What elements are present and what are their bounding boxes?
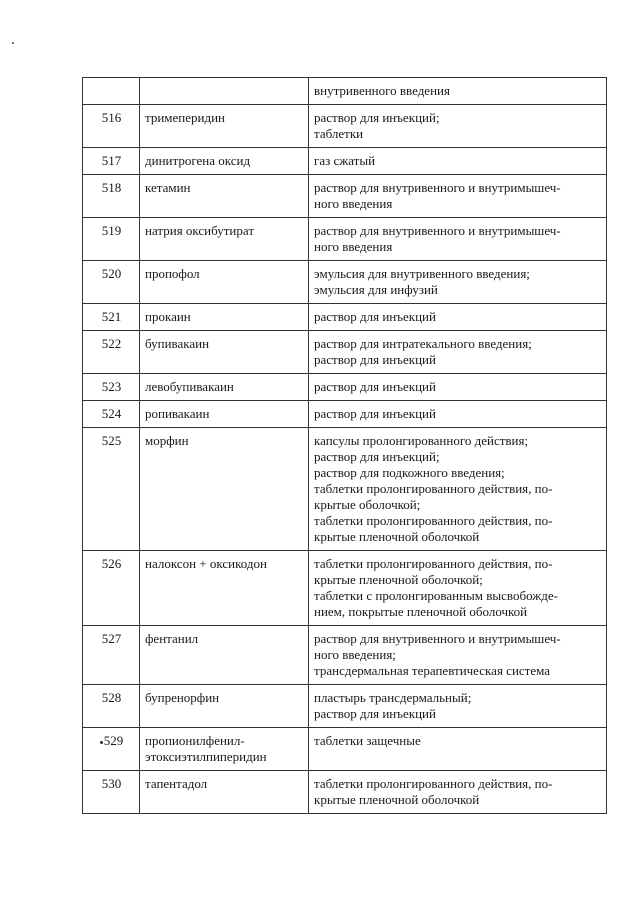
dosage-form-line: крытые оболочкой;	[314, 497, 421, 512]
table-row	[83, 685, 607, 728]
drug-name	[140, 728, 309, 771]
row-number	[83, 401, 140, 428]
drug-name-line: тримеперидин	[145, 110, 226, 125]
table-row	[83, 551, 607, 626]
row-number-text: 526	[101, 556, 122, 571]
row-number-text: 529	[103, 733, 124, 748]
dosage-form-line: таблетки пролонгированного действия, по-	[314, 513, 553, 528]
row-number	[83, 261, 140, 304]
dosage-form-line: трансдермальная терапевтическая система	[314, 663, 551, 678]
row-number-text: 525	[101, 433, 122, 448]
dosage-form	[309, 626, 607, 685]
dosage-form	[309, 175, 607, 218]
row-number-text: 518	[101, 180, 122, 195]
table-row	[83, 771, 607, 814]
dosage-form	[309, 685, 607, 728]
drug-name	[140, 551, 309, 626]
dosage-form	[309, 771, 607, 814]
drug-name	[140, 218, 309, 261]
dosage-form-line: нием, покрытые пленочной оболочкой	[314, 604, 528, 619]
row-number	[83, 771, 140, 814]
row-number	[83, 304, 140, 331]
table-row	[83, 78, 607, 105]
drug-name	[140, 175, 309, 218]
drug-name-line: налоксон + оксикодон	[145, 556, 267, 571]
dosage-form-line: крытые пленочной оболочкой;	[314, 572, 483, 587]
dosage-form-line: таблетки пролонгированного действия, по-	[314, 556, 553, 571]
row-number-text: 517	[101, 153, 122, 168]
row-number-text: 516	[101, 110, 122, 125]
scan-mark	[100, 741, 103, 744]
drug-name	[140, 428, 309, 551]
dosage-form	[309, 401, 607, 428]
row-number	[83, 728, 140, 771]
drug-name	[140, 626, 309, 685]
dosage-form-line: таблетки пролонгированного действия, по-	[314, 776, 553, 791]
drug-name-line: кетамин	[145, 180, 191, 195]
dosage-form-line: крытые пленочной оболочкой	[314, 792, 480, 807]
row-number-text: 519	[101, 223, 122, 238]
scan-speck	[12, 42, 14, 44]
row-number	[83, 685, 140, 728]
row-number-text: 524	[101, 406, 122, 421]
table-row	[83, 105, 607, 148]
row-number	[83, 331, 140, 374]
row-number	[83, 105, 140, 148]
dosage-form	[309, 304, 607, 331]
row-number	[83, 551, 140, 626]
dosage-form	[309, 148, 607, 175]
dosage-form	[309, 218, 607, 261]
row-number-text: 522	[101, 336, 122, 351]
table-row	[83, 331, 607, 374]
drug-name-line: прокаин	[145, 309, 191, 324]
drug-name	[140, 771, 309, 814]
dosage-form-line: раствор для инъекций	[314, 379, 436, 394]
dosage-form-line: раствор для инъекций;	[314, 449, 440, 464]
table-row	[83, 428, 607, 551]
drug-name-line: бупренорфин	[145, 690, 220, 705]
dosage-form-line: пластырь трансдермальный;	[314, 690, 472, 705]
dosage-form-line: крытые пленочной оболочкой	[314, 529, 480, 544]
dosage-form	[309, 728, 607, 771]
drug-name-line: пропионилфенил-	[145, 733, 245, 748]
drug-name-line: морфин	[145, 433, 189, 448]
drug-name-line: этоксиэтилпиперидин	[145, 749, 267, 764]
table-row	[83, 304, 607, 331]
row-number	[83, 78, 140, 105]
drug-name	[140, 261, 309, 304]
dosage-form	[309, 78, 607, 105]
dosage-form-line: раствор для внутривенного и внутримышеч-	[314, 223, 561, 238]
dosage-form-line: раствор для внутривенного и внутримышеч-	[314, 180, 561, 195]
dosage-form-line: ного введения	[314, 239, 393, 254]
drug-name	[140, 374, 309, 401]
dosage-form-line: ного введения;	[314, 647, 396, 662]
dosage-form	[309, 331, 607, 374]
dosage-form-line: таблетки защечные	[314, 733, 421, 748]
table-row	[83, 148, 607, 175]
drug-name	[140, 78, 309, 105]
dosage-form-line: раствор для инъекций	[314, 352, 436, 367]
drug-name	[140, 105, 309, 148]
drug-name	[140, 685, 309, 728]
drug-name-line: фентанил	[145, 631, 199, 646]
dosage-form	[309, 261, 607, 304]
dosage-form-line: эмульсия для внутривенного введения;	[314, 266, 530, 281]
row-number	[83, 148, 140, 175]
drug-name	[140, 304, 309, 331]
row-number-text: 528	[101, 690, 122, 705]
drug-name-line: ропивакаин	[145, 406, 210, 421]
table-row	[83, 728, 607, 771]
table-row	[83, 401, 607, 428]
row-number-text: 527	[101, 631, 122, 646]
row-number-text: 523	[101, 379, 122, 394]
dosage-form-line: раствор для инъекций	[314, 309, 436, 324]
row-number	[83, 374, 140, 401]
dosage-form	[309, 105, 607, 148]
dosage-form	[309, 551, 607, 626]
dosage-form	[309, 374, 607, 401]
dosage-form-line: раствор для инъекций	[314, 406, 436, 421]
drug-name	[140, 148, 309, 175]
row-number-text: 530	[101, 776, 122, 791]
table-row	[83, 175, 607, 218]
drug-table-body	[83, 78, 607, 814]
table-row	[83, 261, 607, 304]
dosage-form-line: раствор для подкожного введения;	[314, 465, 505, 480]
dosage-form-line: ного введения	[314, 196, 393, 211]
row-number	[83, 428, 140, 551]
row-number	[83, 626, 140, 685]
drug-name	[140, 331, 309, 374]
dosage-form	[309, 428, 607, 551]
dosage-form-line: эмульсия для инфузий	[314, 282, 438, 297]
drug-name-line: бупивакаин	[145, 336, 210, 351]
dosage-form-line: капсулы пролонгированного действия;	[314, 433, 529, 448]
row-number-text: 521	[101, 309, 122, 324]
drug-table	[82, 77, 607, 814]
drug-name-line: левобупивакаин	[145, 379, 234, 394]
table-row	[83, 374, 607, 401]
drug-name-line: натрия оксибутират	[145, 223, 255, 238]
row-number	[83, 175, 140, 218]
table-row	[83, 218, 607, 261]
dosage-form-line: газ сжатый	[314, 153, 376, 168]
dosage-form-line: таблетки	[314, 126, 364, 141]
drug-name-line: динитрогена оксид	[145, 153, 251, 168]
drug-name-line: тапентадол	[145, 776, 208, 791]
table-row	[83, 626, 607, 685]
dosage-form-line: раствор для инъекций	[314, 706, 436, 721]
drug-name-line: пропофол	[145, 266, 200, 281]
dosage-form-line: раствор для интратекального введения;	[314, 336, 532, 351]
row-number-text: 520	[101, 266, 122, 281]
dosage-form-line: раствор для инъекций;	[314, 110, 440, 125]
dosage-form-line: таблетки с пролонгированным высвобожде-	[314, 588, 558, 603]
dosage-form-line: внутривенного введения	[314, 83, 450, 98]
row-number	[83, 218, 140, 261]
dosage-form-line: таблетки пролонгированного действия, по-	[314, 481, 553, 496]
dosage-form-line: раствор для внутривенного и внутримышеч-	[314, 631, 561, 646]
drug-name	[140, 401, 309, 428]
